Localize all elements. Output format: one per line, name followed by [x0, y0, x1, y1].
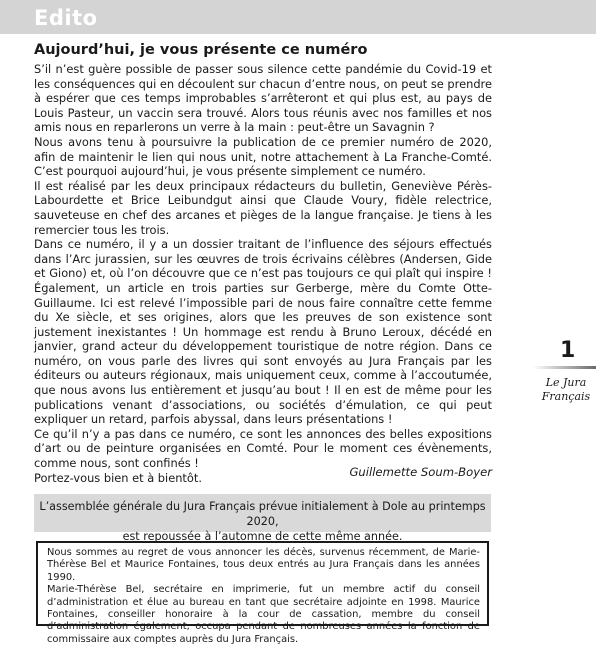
publication-name — [536, 376, 596, 404]
publication-name-line: Français — [541, 390, 591, 403]
author-signature: Guillemette Soum-Boyer — [349, 465, 492, 479]
section-title: Edito — [34, 6, 98, 30]
article-paragraph: Dans ce numéro, il y a un dossier traitant de l’influence des séjours effectués dans l’Arc jurassien, sur les œuvres de trois écrivains célèbres (Andersen, Gide et Giono) et, où l’on découvre que ce n’est pas toujours ce qui plaît qui inspire ! Également, un article en trois parties sur Gerberge, mère du Comte Otte-Guillaume. Ici est relevé l’impossible pari de nous faire connaître cette femme du Xe siècle, et ses origines, alors que les preuves de son existence sont justement inexistantes ! Un hommage est rendu à Bruno Leroux, décédé en janvier, grand acteur du développement touristique de notre région. Dans ce numéro, on vous parle des livres qui sont envoyés au Jura Français par les éditeurs ou auteurs régionaux, mais uniquement ceux, comme à l’accoutumée, que nous avons lus entièrement et jusqu’au bout ! Il en est de même pour les publications venant d’associations, ou sociétés d’émulation, ce qui peut expliquer un retard, parfois abyssal, dans leurs présentations ! — [34, 237, 492, 427]
page-number: 1 — [560, 338, 576, 363]
article-paragraph: Nous avons tenu à poursuivre la publication de ce premier numéro de 2020, afin de maintenir le lien qui nous unit, notre attachement à La Franche-Comté. C’est pourquoi aujourd’hui, je vous présente simplement ce numéro. — [34, 134, 492, 179]
obituary-box — [36, 541, 489, 645]
obituary-paragraph: Nous sommes au regret de vous annoncer les décès, survenus récemment, de Marie-Thérèse Bel et Maurice Fontaines, tous deux entrés au Jura Français dans les années 1990. — [47, 547, 480, 583]
article-paragraph: Ce qu’il n’y a pas dans ce numéro, ce sont les annonces des belles expositions d’art ou de peinture organisées en Comté. Pour le moment ces évènements, comme nous, sont confinés ! — [34, 426, 492, 471]
notice-line: L’assemblée générale du Jura Français prévue initialement à Dole au printemps 2020, — [39, 500, 486, 528]
article-paragraph: Portez-vous bien et à bientôt. — [34, 470, 202, 485]
notice-box — [34, 494, 491, 543]
page-number-rule — [533, 366, 596, 369]
notice-line: est repoussée à l’automne de cette même année. — [122, 530, 403, 543]
article-body — [34, 62, 492, 485]
notice-text — [34, 499, 491, 544]
article-paragraph: S’il n’est guère possible de passer sous silence cette pandémie du Covid-19 et les conséquences qui en découlent sur chacun d’entre nous, on peut se prendre à espérer que ces temps improbables s’arrêteront et qui plus est, au pays de Louis Pasteur, un vaccin sera trouvé. Alors tous réunis avec nos familles et nos amis nous en reparlerons un verre à la main : peut-être un Savagnin ? — [34, 62, 492, 135]
publication-name-line: Le Jura — [545, 376, 587, 389]
article-paragraph: Il est réalisé par les deux principaux rédacteurs du bulletin, Geneviève Pérès-Labourdette et Brice Leibundgut ainsi que Claude Voury, fidèle relectrice, sauveteuse en chef des arcanes et pièges de la langue française. Je tiens à les remercier tous les trois. — [34, 178, 492, 237]
header-band — [0, 0, 596, 34]
article-title: Aujourd’hui, je vous présente ce numéro — [34, 42, 368, 58]
obituary-text — [47, 547, 480, 646]
obituary-paragraph: Marie-Thérèse Bel, secrétaire en imprimerie, fut un membre actif du conseil d’administration et élue au bureau en tant que secrétaire adjointe en 1998. Maurice Fontaines, conseiller honoraire à la cour de cassation, membre du conseil d’administration également, occupa pendant de nombreuses années la fonction de commissaire aux comptes auprès du Jura Français. — [47, 584, 480, 645]
